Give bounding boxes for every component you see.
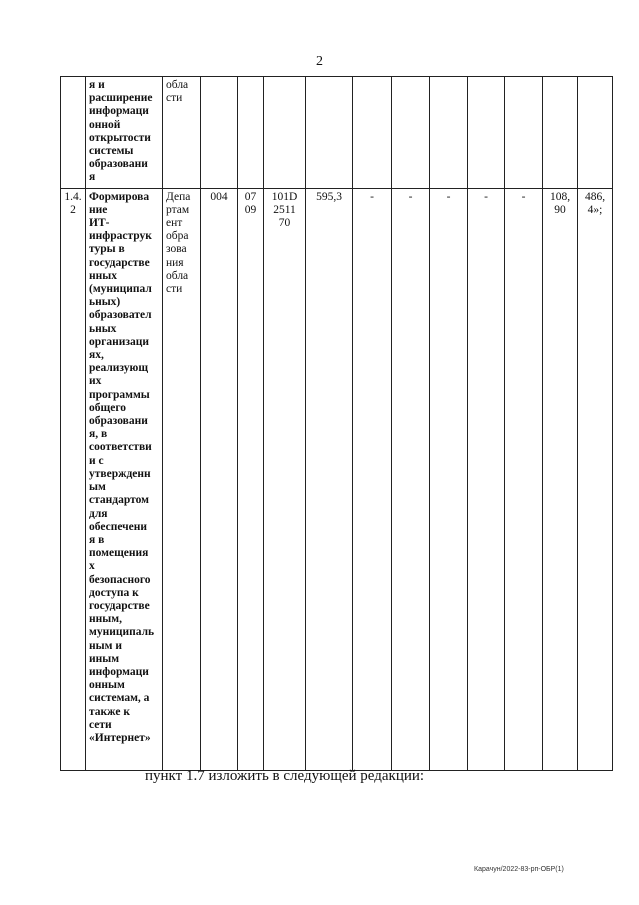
- row-y5: -: [521, 190, 526, 203]
- row-y7: 486, 4»;: [584, 190, 606, 216]
- cell-total: [306, 188, 353, 770]
- continuation-name: я и расширение информаци онной открытости системы образовани я: [89, 79, 153, 184]
- document-id: Карачун/2022-83-рп-ОБР(1): [474, 866, 564, 873]
- cell-y4: [468, 188, 505, 770]
- row-grbs: 004: [210, 190, 228, 203]
- cell-y7: [578, 77, 613, 189]
- cell-y5: [505, 188, 543, 770]
- row-y4: -: [484, 190, 488, 203]
- table-row: [61, 188, 613, 770]
- cell-target: [264, 188, 306, 770]
- cell-y2: [392, 188, 430, 770]
- row-agency: Депа ртам ент обра зова ния обла сти: [166, 190, 191, 296]
- cell-num: [61, 188, 86, 770]
- cell-y4: [468, 77, 505, 189]
- cell-section: [238, 188, 264, 770]
- cell-y3: [430, 77, 468, 189]
- cell-target: [264, 77, 306, 189]
- amendment-instruction: пункт 1.7 изложить в следующей редакции:: [145, 768, 425, 784]
- row-y3: -: [446, 190, 451, 203]
- row-total: 595,3: [316, 190, 342, 203]
- row-y1: -: [370, 190, 374, 203]
- cell-y5: [505, 77, 543, 189]
- cell-grbs: [201, 77, 238, 189]
- page-number: 2: [316, 54, 323, 69]
- cell-name: [86, 188, 163, 770]
- cell-total: [306, 77, 353, 189]
- cell-section: [238, 77, 264, 189]
- cell-y6: [543, 77, 578, 189]
- row-y6: 108, 90: [549, 190, 571, 216]
- continuation-row: [61, 77, 613, 189]
- cell-name: [86, 77, 163, 189]
- cell-y6: [543, 188, 578, 770]
- cell-grbs: [201, 188, 238, 770]
- row-number: 1.4. 2: [64, 190, 82, 216]
- cell-y2: [392, 77, 430, 189]
- row-name: Формирова ние ИТ- инфраструк туры в государстве нных (муниципал ьных) образовател ьных организаци ях, реализующ их программы общего образовани я, в соответстви и с утвержденн ым стандартом для обеспечени я в помещения х безопасного доступа к государстве нным, муниципаль ным и иным информаци онным системам, а также к сети «Интернет»: [89, 190, 155, 744]
- row-target: 101D 2511 70: [271, 190, 298, 230]
- cell-num: [61, 77, 86, 189]
- cell-y1: [353, 77, 392, 189]
- budget-table: [60, 76, 613, 771]
- cell-agency: [163, 77, 201, 189]
- continuation-agency: обла сти: [166, 79, 189, 105]
- row-section: 07 09: [244, 190, 257, 216]
- cell-y7: [578, 188, 613, 770]
- row-y2: -: [408, 190, 413, 203]
- cell-agency: [163, 188, 201, 770]
- cell-y1: [353, 188, 392, 770]
- cell-y3: [430, 188, 468, 770]
